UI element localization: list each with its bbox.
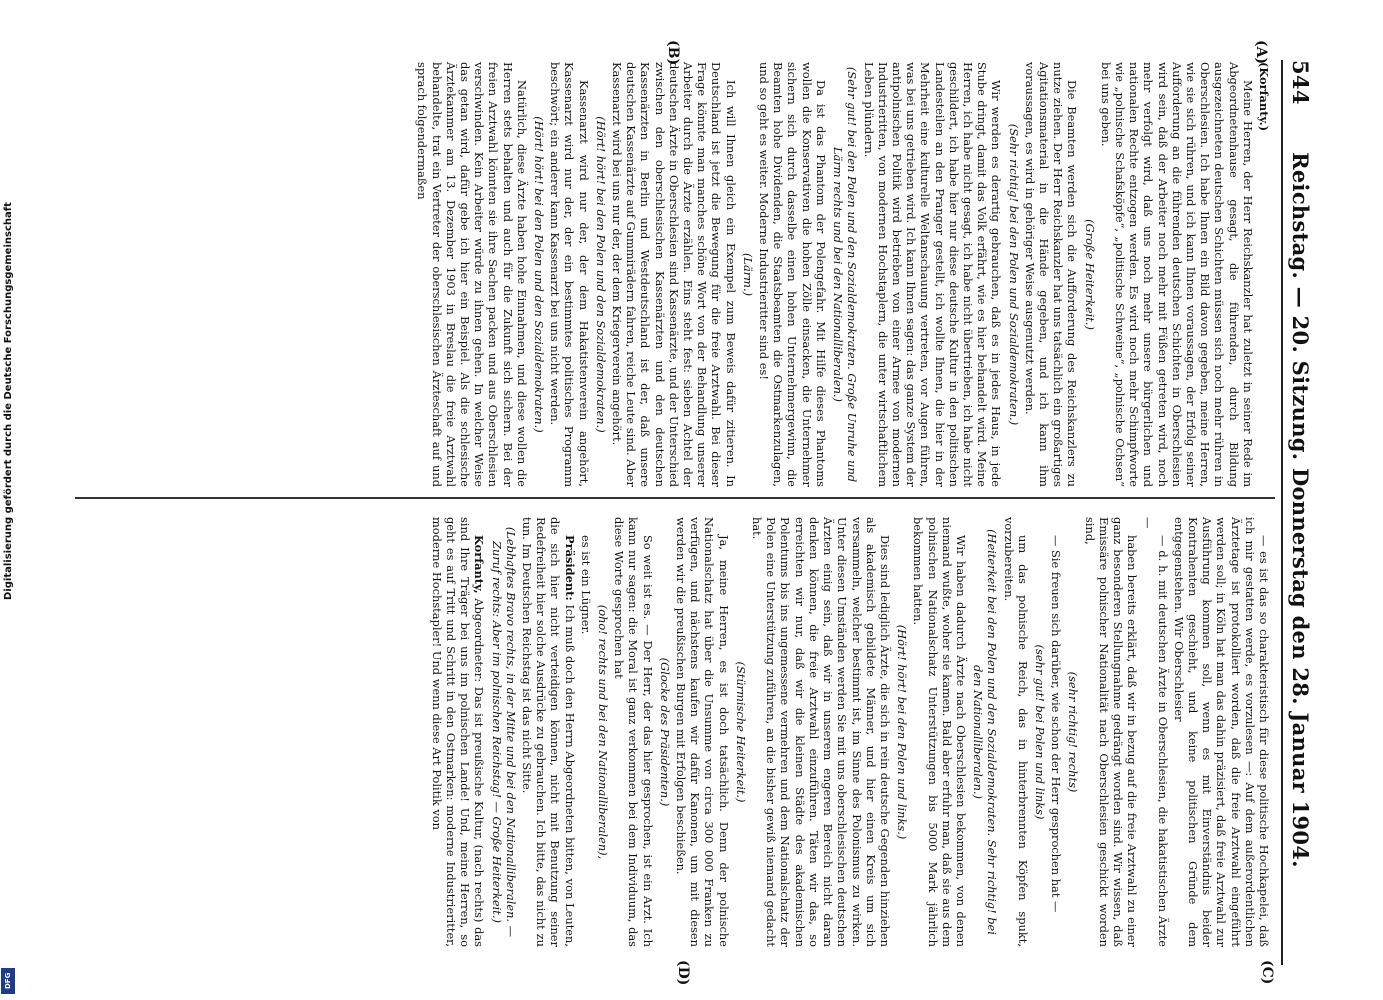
speech-paragraph: Meine Herren, der Herr Reichskanzler hat zuletzt in seiner Rede im Abgeordnetenhause gesagt, die führenden, durch Bildung ausgezeichneten deutschen Schichten müssen sich noch mehr rühren in Oberschlesien. Ich habe Ihnen ein Bild davon gegeben, meine Herren, wie sie sich rühren, und ich kann Ihnen voraussagen, der Erfolg seiner Aufforderung an die führenden deutschen Schichten in Oberschlesien wird sein, daß der Arbeiter noch mehr mit Füßen getreten wird, noch mehr verfolgt wird, daß uns noch mehr unsere bürgerlichen und nationalen Rechte entzogen werden. Es wird noch mehr Schimpfworte wie „polnische Schafsköpfe“, „politische Schweine“, „polnische Ochsen“ bei uns geben. (1098, 62, 1255, 487)
speech-text: Abgeordneter: Das ist preußische Kultur, (nach rechts) das sind Ihre Träger bei uns im polnischen Lande! Und, meine Herren, so geht es auf Tritt und Schritt in den Ostmarken: moderne Industrieritter, moderne Hochstapler! Und wenn diese Art Politik von (429, 517, 487, 947)
speech-paragraph: Ja, meine Herren, es ist doch tatsächlich. Denn der polnische Nationalschatz hat über die Unsumme von circa 300 000 Franken zu verfügen, und nächstens kaufen wir dafür Kanonen, um mit diesen werden wir die preußischen Burgen mit Erfolgen beschießen. (674, 517, 731, 947)
page-title: Reichstag. — 20. Sitzung. Donnerstag den 28. Januar 1904. (1288, 152, 1313, 868)
margin-letter-a: (A) (1253, 40, 1269, 65)
interjection: (Hört! hört! bei den Polen und den Sozialdemokraten.) (593, 116, 608, 433)
speech-paragraph: Dies sind lediglich Ärzte, die sich in rein deutsche Gegenden hinziehen als akademisch gebildete Männer, und hier einen Kreis um sich versammeln, welcher bestimmt ist, im Sinne des Polonismus zu wirken. Unter diesen Umständen werden Sie mit uns oberschlesischen deutschen Ärzten einig sein, daß wir in unserem engeren Bereich nicht daran denken können, die freie Arztwahl einzuführen. Täten wir das, so erreichten wir nur, daß wir die kleinen Städte des akademischen Polentums bis ins ungemessene vermehren und dem Nationalschatz der Polen eine Unterstützung zuführen, an die bisher gewiß niemand gedacht hat. (750, 517, 892, 947)
column-divider (75, 497, 1275, 499)
page-number: 544 (1288, 60, 1313, 105)
interjection: (Sehr gut! bei den Polen und den Sozialdemokraten. Große Unruhe und Lärm rechts und bei den Nationalliberalen.) (831, 66, 860, 483)
header-rule (1281, 60, 1283, 965)
speech-paragraph: Die Beamten werden sich die Aufforderung des Reichskanzlers zu nutze ziehen. Der Herr Reichskanzler hat uns tatsächlich ein großartiges Agitationsmaterial in die Hände gegeben, und ich kann ihm voraussagen, es wird in gehöriger Weise ausgenutzt werden. (1022, 62, 1080, 487)
interjection: (Lebhaftes Bravo rechts, in der Mitte und bei den Nationalliberalen. — Zuruf rechts: Aber im polnischen Reichstag! — Große Heiterkeit.) (489, 526, 518, 938)
speech-paragraph: Ich will Ihnen gleich ein Exempel zum Beweis dafür zitieren. In Deutschland ist jetzt die Bewegung für die freie Arztwahl. Bei dieser Frage könnte man manches schöne Wort von der Behandlung unserer Arbeiter durch die Ärzte erzählen. Eins steht fest: sieben Achtel der deutschen Ärzte in Oberschlesien sind Kassenärzte, und der Unterschied zwischen den oberschlesischen Kassenärzten und den deutschen Kassenärzten in Berlin und Westdeutschland ist der, daß unsere deutschen Kassenärzte auf Gummirädern fahren, reiche Leute sind. Aber Kassenarzt wird bei uns nur der, der dem Kriegerverein angehört. (610, 62, 738, 487)
speaker-name: Korfanty, (472, 535, 487, 594)
speech-paragraph: — d. h. mit deutschen Ärzte in Oberschlesien, die hakatistischen Ärzte — (1141, 517, 1170, 947)
page-header (1283, 60, 1317, 960)
speech-paragraph: — es ist das so charakteristisch für diese politische Hochkapelei, daß ich mir gestatten werde, es vorzulesen —: Auf dem außerordentlichen Ärztetage ist protokolliert worden, daß die freie Arztwahl eingeführt werden soll; in Köln hat man das dahin präzisiert, daß freie Arztwahl zur Ausführung kommen soll, wenn es mit Einverständnis beider Kontrahenten geschieht, und keine politischen Gründe dem entgegenstehen. Wir Oberschlesier (1171, 517, 1271, 947)
interjection: (Sehr richtig! bei den Polen und Sozialdemokraten.) (1006, 123, 1021, 426)
interjection: (Hört! hört! bei den Polen und links.) (895, 624, 910, 840)
margin-letter-b: (B) (665, 40, 681, 66)
speech-paragraph: Wir werden es derartig gebrauchen, daß es in jedes Haus, in jede Stube dringt, damit das Volk erfährt, wie es hier behandelt wird. Meine Herren, ich habe nicht gesagt, ich habe nicht übertrieben, ich habe nicht geschildert, ich habe hier nur diese deutsche Kultur in den politischen Landesteilen an den Pranger gestellt, ich wollte Ihnen, die hier in der Mehrheit eine kulturelle Weltanschauung vertreten, vor Augen führen, was bei uns getrieben wird. Ich kann Ihnen sagen: das ganze System der antipolnischen Politik wird betrieben von einer Armee von modernen Industrieritten, von modernen Hochstaplern, die unter wirtschaftlichem Leben plündern. (861, 62, 1004, 487)
speech-paragraph (520, 517, 577, 947)
document-page (61, 0, 1331, 1000)
digitization-credit: Digitalisierung gefördert durch die Deutsche Forschungsgemeinschaft (3, 202, 14, 600)
speech-paragraph: So weit ist es. — Der Herr, der das hier gesprochen, ist ein Arzt. Ich kann nur sagen: die Moral ist ganz verkommen bei dem Individuum, das diese Worte gesprochen hat (612, 517, 655, 947)
speech-paragraph: Natürlich, diese Ärzte haben hohe Einnahmen, und diese wollen die Herren stets behalten und auch für die Zukunft sich sichern. Bei der freien Arztwahl könnten sie ihre Sachen packen und aus Oberschlesien verschwinden. Kein Arbeiter würde zu ihnen gehen. In welcher Weise das getan wird, dafür gebe ich hier ein Beispiel. Als die schlesische Ärztekammer am 13. Dezember 1903 in Breslau die freie Arztwahl behandelte, trat ein Vertreter der oberschlesischen Ärzteschaft auf und sprach folgendermaßen (415, 62, 529, 487)
speech-paragraph (430, 517, 487, 947)
interjection: (Hört! hört! bei den Polen und den Sozialdemokraten.) (532, 116, 547, 433)
speech-text: Ich muß doch den Herrn Abgeordneten bitten, von Leuten, die sich hier nicht verteidigen können, nicht mit Benutzung seiner Redefreiheit hier solche Ausdrücke zu gebrauchen. Ich bitte, das nicht zu tun. Im Deutschen Reichstag ist das nicht Sitte. (520, 517, 577, 947)
speech-paragraph: haben bereits erklärt, daß wir in bezug auf die freie Arztwahl zu einer ganz besonderen Stellungnahme gedrängt worden sind. Wir wissen, daß Emissäre polnischer Nationalität nach Oberschlesien geschickt worden sind, (1082, 517, 1140, 947)
speech-paragraph: Kassenarzt wird nur der, der dem Hakatistenverein angehört, Kassenarzt wird nur der, der ein bestimmtes politisches Programm beschwört; ein anderer kann Kassenarzt bei uns nicht werden. (548, 62, 591, 487)
right-column (76, 517, 1271, 947)
dfg-logo: DFG (1, 968, 15, 994)
left-column (76, 62, 1271, 487)
speech-paragraph: es ist ein Lügner. (578, 535, 593, 635)
interjection: (Lärm.) (740, 252, 755, 297)
speech-paragraph: Da ist das Phantom der Polengefahr. Mit Hilfe dieses Phantoms wollen die Konservativen die hohen Zölle einsacken, die Unternehmer sichern sich durch dasselbe einen hohen Unternehmergewinn, die Beamten hohe Dividenden, die Staatsbeamten die Ostmarkenzulagen, und so geht es weiter. Moderne Industrieritter sind es! (757, 62, 828, 487)
speech-paragraph: Wir haben dadurch Ärzte nach Oberschlesien bekommen, von denen niemand wußte, woher sie kamen. Bald aber erfuhr man, daß sie aus dem polnischen Nationalschatz Unterstützungen bis 5000 Mark jährlich bekommen hatten. (911, 517, 968, 947)
margin-letter-c: (C) (1259, 960, 1275, 985)
interjection: (sehr richtig! rechts) (1066, 671, 1081, 793)
speech-paragraph: um das polnische Reich, das in hinterbrennten Köpfen spukt, vorzubereiten. (1001, 517, 1030, 947)
interjection: (Große Heiterkeit.) (1082, 219, 1097, 330)
speaker-name: Präsident: (562, 535, 577, 601)
interjection: (Glocke des Präsidenten.) (657, 657, 672, 807)
interjection: (Heiterkeit bei den Polen und den Sozialdemokraten. Sehr richtig! bei den Nationalliberalen.) (971, 529, 1000, 935)
interjection: (oho! rechts und bei den Nationalliberalen), (596, 604, 611, 860)
speech-paragraph: — Sie freuen sich darüber, wie schon der Herr gesprochen hat — (1049, 535, 1064, 913)
speaker-label: (Korfanty.) (1257, 62, 1271, 132)
margin-letter-d: (D) (675, 960, 691, 986)
interjection: (Stürmische Heiterkeit.) (733, 661, 748, 803)
interjection: (sehr gut! bei Polen und links) (1032, 644, 1047, 820)
